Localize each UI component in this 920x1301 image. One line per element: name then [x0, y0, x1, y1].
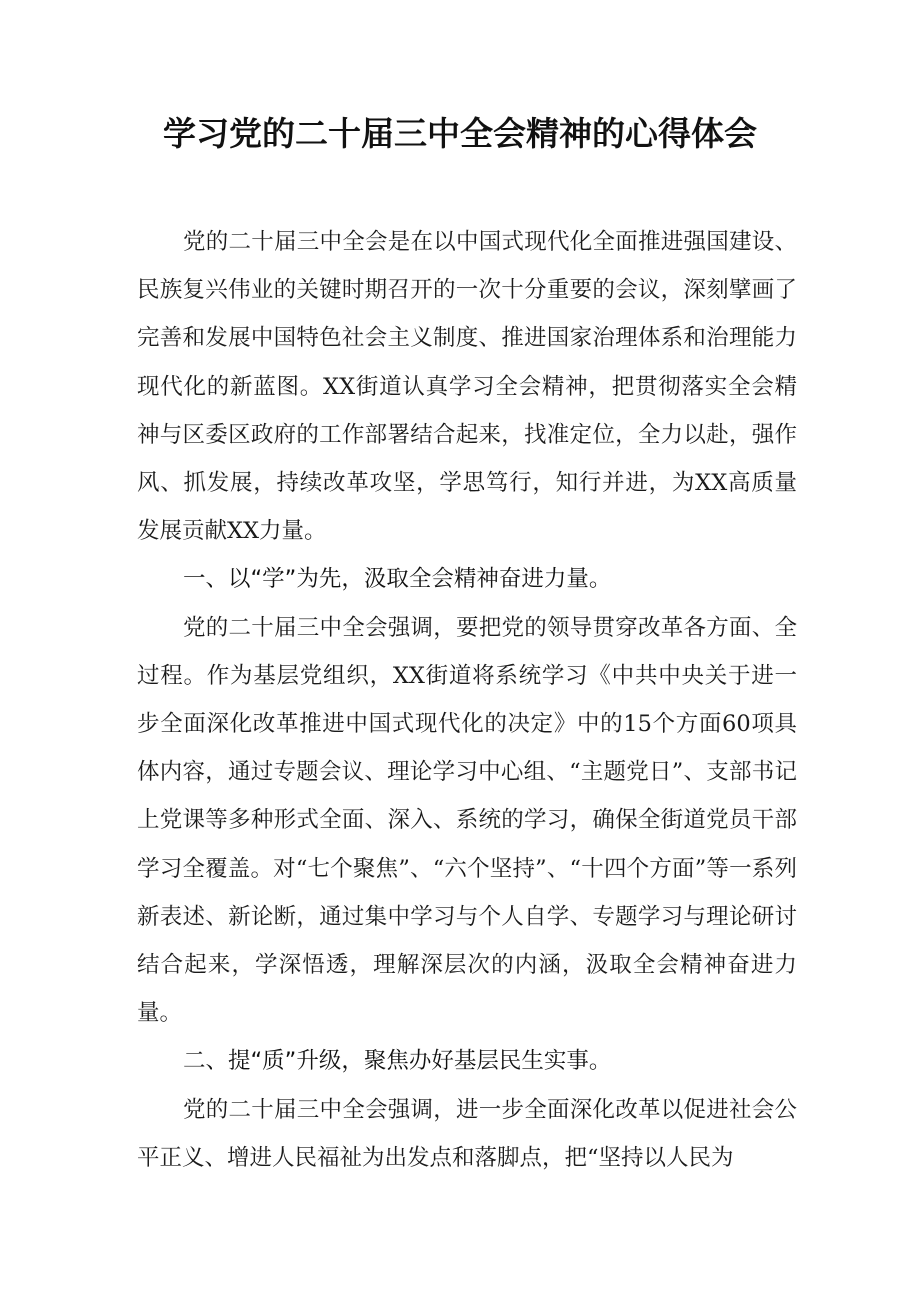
intro-paragraph: 党的二十届三中全会是在以中国式现代化全面推进强国建设、民族复兴伟业的关键时期召开的一次十分重要的会议，深刻擘画了完善和发展中国特色社会主义制度、推进国家治理体系和治理能力现代化的新蓝图。XX街道认真学习全会精神，把贯彻落实全会精神与区委区政府的工作部署结合起来，找准定位，全力以赴，强作风、抓发展，持续改革攻坚，学思笃行，知行并进，为XX高质量发展贡献XX力量。 — [137, 229, 797, 545]
document-body — [137, 218, 797, 1182]
section-heading-2: 二、提“质”升级，聚焦办好基层民生实事。 — [183, 1048, 612, 1075]
section-heading-1: 一、以“学”为先，汲取全会精神奋进力量。 — [183, 566, 612, 593]
document-title: 学习党的二十届三中全会精神的心得体会 — [163, 114, 757, 153]
section-2-paragraph: 党的二十届三中全会强调，进一步全面深化改革以促进社会公平正义、增进人民福祉为出发点和落脚点，把“坚持以人民为 — [137, 1096, 797, 1171]
section-1-paragraph: 党的二十届三中全会强调，要把党的领导贯穿改革各方面、全过程。作为基层党组织，XX街道将系统学习《中共中央关于进一步全面深化改革推进中国式现代化的决定》中的15个方面60项具体内容，通过专题会议、理论学习中心组、“主题党日”、支部书记上党课等多种形式全面、深入、系统的学习，确保全街道党员干部学习全覆盖。对“七个聚焦”、“六个坚持”、“十四个方面”等一系列新表述、新论断，通过集中学习与个人自学、专题学习与理论研讨结合起来，学深悟透，理解深层次的内涵，汲取全会精神奋进力量。 — [137, 614, 797, 1027]
